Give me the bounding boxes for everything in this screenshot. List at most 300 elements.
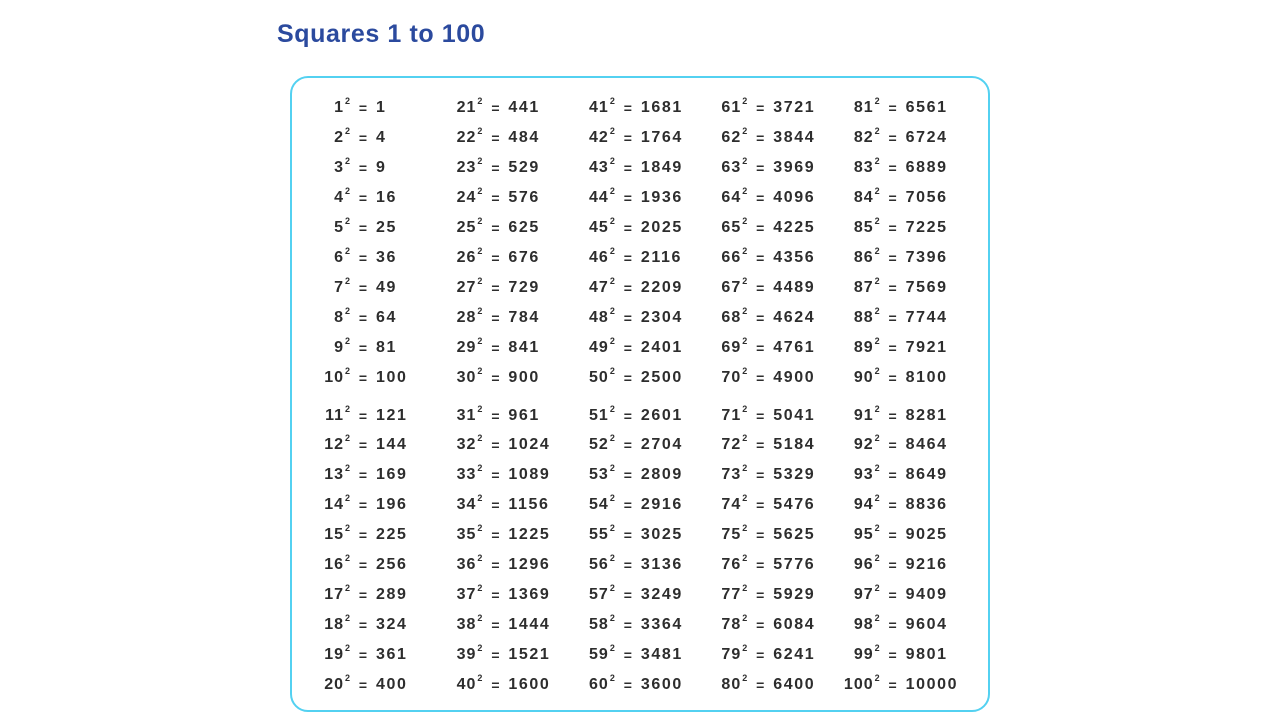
square-value: 256 bbox=[376, 556, 408, 574]
square-base-number: 77 bbox=[721, 586, 742, 604]
square-base-number: 46 bbox=[589, 248, 609, 266]
square-value: 1849 bbox=[640, 158, 683, 176]
square-value: 9604 bbox=[905, 616, 948, 634]
square-entry bbox=[575, 153, 707, 183]
square-exponent: 2 bbox=[345, 215, 351, 226]
equals-sign: = bbox=[358, 159, 368, 176]
square-value: 100 bbox=[376, 368, 408, 386]
equals-sign: = bbox=[888, 309, 897, 326]
square-base-number: 65 bbox=[721, 218, 742, 236]
square-base-number: 96 bbox=[853, 556, 874, 574]
square-base-number: 68 bbox=[721, 308, 742, 326]
square-entry bbox=[840, 153, 972, 183]
square-entry bbox=[707, 550, 839, 580]
square-base-number: 35 bbox=[456, 526, 477, 544]
equals-sign: = bbox=[888, 369, 897, 386]
square-value: 2116 bbox=[640, 248, 682, 266]
square-exponent: 2 bbox=[742, 463, 748, 474]
square-base-number: 75 bbox=[721, 526, 742, 544]
square-base-number: 93 bbox=[853, 466, 874, 484]
square-value: 1296 bbox=[508, 556, 551, 574]
square-value: 5625 bbox=[773, 526, 816, 544]
square-base-number: 84 bbox=[853, 188, 874, 206]
square-exponent: 2 bbox=[609, 613, 615, 624]
square-entry bbox=[707, 610, 839, 640]
square-exponent: 2 bbox=[609, 673, 615, 684]
square-base-number: 57 bbox=[589, 586, 609, 604]
square-entry bbox=[707, 363, 839, 393]
equals-sign: = bbox=[358, 557, 368, 574]
square-value: 676 bbox=[508, 248, 540, 266]
square-entry bbox=[840, 123, 972, 153]
square-exponent: 2 bbox=[609, 155, 615, 166]
square-exponent: 2 bbox=[345, 523, 351, 534]
square-exponent: 2 bbox=[345, 305, 351, 316]
square-entry bbox=[707, 490, 839, 520]
equals-sign: = bbox=[623, 467, 632, 484]
square-entry bbox=[442, 213, 574, 243]
equals-sign: = bbox=[358, 407, 368, 424]
square-value: 8100 bbox=[905, 368, 948, 386]
square-entry bbox=[442, 490, 574, 520]
equals-sign: = bbox=[756, 99, 765, 116]
square-exponent: 2 bbox=[477, 433, 483, 444]
square-exponent: 2 bbox=[477, 523, 483, 534]
equals-sign: = bbox=[491, 99, 500, 116]
square-base-number: 29 bbox=[456, 338, 477, 356]
square-exponent: 2 bbox=[874, 613, 880, 624]
square-base-number: 23 bbox=[456, 158, 477, 176]
equals-sign: = bbox=[623, 369, 632, 386]
square-entry bbox=[840, 550, 972, 580]
square-value: 400 bbox=[376, 676, 408, 694]
square-exponent: 2 bbox=[874, 403, 880, 414]
square-entry bbox=[310, 153, 442, 183]
square-exponent: 2 bbox=[609, 493, 615, 504]
equals-sign: = bbox=[756, 617, 765, 634]
equals-sign: = bbox=[756, 407, 765, 424]
equals-sign: = bbox=[623, 189, 632, 206]
square-value: 225 bbox=[376, 526, 408, 544]
square-exponent: 2 bbox=[874, 523, 880, 534]
square-base-number: 31 bbox=[456, 406, 477, 424]
square-entry bbox=[442, 401, 574, 431]
square-base-number: 4 bbox=[334, 188, 344, 206]
equals-sign: = bbox=[491, 129, 500, 146]
square-base-number: 19 bbox=[324, 646, 344, 664]
equals-sign: = bbox=[491, 339, 500, 356]
square-entry bbox=[840, 430, 972, 460]
square-exponent: 2 bbox=[874, 245, 880, 256]
square-value: 1156 bbox=[508, 496, 550, 514]
square-exponent: 2 bbox=[874, 215, 880, 226]
square-value: 2304 bbox=[640, 308, 683, 326]
square-exponent: 2 bbox=[874, 673, 880, 684]
square-value: 6889 bbox=[905, 158, 948, 176]
equals-sign: = bbox=[358, 677, 368, 694]
square-base-number: 22 bbox=[456, 128, 477, 146]
equals-sign: = bbox=[623, 249, 632, 266]
equals-sign: = bbox=[888, 437, 897, 454]
square-exponent: 2 bbox=[477, 403, 483, 414]
square-entry bbox=[840, 93, 972, 123]
square-value: 5776 bbox=[773, 556, 816, 574]
square-entry bbox=[840, 580, 972, 610]
square-entry bbox=[310, 610, 442, 640]
square-base-number: 37 bbox=[456, 586, 477, 604]
square-base-number: 39 bbox=[456, 646, 477, 664]
square-exponent: 2 bbox=[609, 335, 615, 346]
square-base-number: 49 bbox=[589, 338, 609, 356]
equals-sign: = bbox=[623, 129, 632, 146]
square-exponent: 2 bbox=[477, 643, 483, 654]
square-base-number: 13 bbox=[324, 466, 344, 484]
equals-sign: = bbox=[888, 159, 897, 176]
square-entry bbox=[310, 580, 442, 610]
square-value: 289 bbox=[376, 586, 408, 604]
square-entry bbox=[310, 213, 442, 243]
equals-sign: = bbox=[888, 339, 897, 356]
square-exponent: 2 bbox=[609, 403, 615, 414]
equals-sign: = bbox=[888, 647, 897, 664]
square-entry bbox=[575, 460, 707, 490]
square-entry bbox=[310, 640, 442, 670]
square-exponent: 2 bbox=[609, 245, 615, 256]
square-entry bbox=[442, 520, 574, 550]
square-entry bbox=[707, 580, 839, 610]
square-value: 2401 bbox=[640, 338, 683, 356]
equals-sign: = bbox=[623, 99, 632, 116]
square-exponent: 2 bbox=[345, 433, 351, 444]
square-base-number: 87 bbox=[853, 278, 874, 296]
equals-sign: = bbox=[888, 219, 897, 236]
square-entry bbox=[310, 460, 442, 490]
square-value: 9216 bbox=[905, 556, 948, 574]
square-exponent: 2 bbox=[742, 305, 748, 316]
square-value: 3025 bbox=[640, 526, 683, 544]
square-base-number: 62 bbox=[721, 128, 742, 146]
square-entry bbox=[310, 333, 442, 363]
square-exponent: 2 bbox=[874, 185, 880, 196]
page-title: Squares 1 to 100 bbox=[277, 20, 486, 48]
square-value: 6084 bbox=[773, 616, 816, 634]
square-exponent: 2 bbox=[742, 335, 748, 346]
square-value: 4624 bbox=[773, 308, 816, 326]
square-exponent: 2 bbox=[742, 365, 748, 376]
square-exponent: 2 bbox=[345, 245, 351, 256]
equals-sign: = bbox=[491, 189, 500, 206]
square-exponent: 2 bbox=[345, 403, 351, 414]
square-value: 1024 bbox=[508, 436, 551, 454]
square-value: 6400 bbox=[773, 676, 816, 694]
square-base-number: 78 bbox=[721, 616, 742, 634]
square-entry bbox=[575, 273, 707, 303]
square-exponent: 2 bbox=[477, 95, 483, 106]
square-exponent: 2 bbox=[477, 613, 483, 624]
square-value: 2500 bbox=[640, 368, 683, 386]
equals-sign: = bbox=[358, 437, 368, 454]
equals-sign: = bbox=[756, 467, 765, 484]
square-exponent: 2 bbox=[742, 433, 748, 444]
square-base-number: 97 bbox=[853, 586, 874, 604]
square-base-number: 6 bbox=[334, 248, 344, 266]
square-base-number: 69 bbox=[721, 338, 742, 356]
squares-column-5 bbox=[840, 93, 972, 700]
square-entry bbox=[707, 460, 839, 490]
equals-sign: = bbox=[756, 339, 765, 356]
squares-column-4 bbox=[707, 93, 839, 700]
square-entry bbox=[442, 580, 574, 610]
equals-sign: = bbox=[888, 557, 897, 574]
square-entry bbox=[442, 363, 574, 393]
square-exponent: 2 bbox=[345, 583, 351, 594]
equals-sign: = bbox=[888, 129, 897, 146]
equals-sign: = bbox=[358, 369, 368, 386]
equals-sign: = bbox=[888, 497, 897, 514]
square-base-number: 60 bbox=[589, 676, 609, 694]
square-value: 36 bbox=[376, 248, 398, 266]
square-base-number: 38 bbox=[456, 616, 477, 634]
equals-sign: = bbox=[888, 677, 897, 694]
square-exponent: 2 bbox=[477, 493, 483, 504]
equals-sign: = bbox=[623, 527, 632, 544]
square-value: 81 bbox=[376, 338, 398, 356]
square-base-number: 30 bbox=[456, 368, 477, 386]
square-value: 49 bbox=[376, 278, 398, 296]
square-entry bbox=[310, 243, 442, 273]
square-value: 1089 bbox=[508, 466, 551, 484]
square-entry bbox=[840, 333, 972, 363]
square-base-number: 67 bbox=[721, 278, 742, 296]
equals-sign: = bbox=[358, 279, 368, 296]
square-entry bbox=[310, 401, 442, 431]
square-value: 2704 bbox=[640, 436, 683, 454]
equals-sign: = bbox=[888, 99, 897, 116]
square-base-number: 98 bbox=[853, 616, 874, 634]
square-entry bbox=[840, 520, 972, 550]
square-value: 729 bbox=[508, 278, 540, 296]
equals-sign: = bbox=[358, 129, 368, 146]
square-value: 441 bbox=[508, 98, 540, 116]
square-value: 4489 bbox=[773, 278, 816, 296]
equals-sign: = bbox=[358, 497, 368, 514]
square-exponent: 2 bbox=[345, 95, 351, 106]
square-base-number: 11 bbox=[325, 406, 344, 424]
square-entry bbox=[575, 303, 707, 333]
square-entry bbox=[840, 490, 972, 520]
equals-sign: = bbox=[888, 279, 897, 296]
square-value: 2209 bbox=[640, 278, 683, 296]
square-value: 1936 bbox=[640, 188, 683, 206]
square-base-number: 72 bbox=[721, 436, 742, 454]
square-base-number: 82 bbox=[853, 128, 874, 146]
square-base-number: 14 bbox=[324, 496, 344, 514]
equals-sign: = bbox=[491, 527, 500, 544]
equals-sign: = bbox=[358, 587, 368, 604]
square-base-number: 18 bbox=[324, 616, 344, 634]
square-value: 7744 bbox=[905, 308, 948, 326]
equals-sign: = bbox=[756, 369, 765, 386]
square-base-number: 90 bbox=[853, 368, 874, 386]
square-value: 8649 bbox=[905, 466, 948, 484]
equals-sign: = bbox=[358, 527, 368, 544]
square-value: 3249 bbox=[640, 586, 683, 604]
square-base-number: 92 bbox=[853, 436, 874, 454]
square-base-number: 33 bbox=[456, 466, 477, 484]
square-value: 4 bbox=[376, 128, 387, 146]
square-entry bbox=[707, 520, 839, 550]
equals-sign: = bbox=[888, 249, 897, 266]
square-exponent: 2 bbox=[742, 245, 748, 256]
square-value: 7396 bbox=[905, 248, 948, 266]
square-exponent: 2 bbox=[477, 215, 483, 226]
square-exponent: 2 bbox=[477, 673, 483, 684]
square-exponent: 2 bbox=[874, 275, 880, 286]
square-exponent: 2 bbox=[345, 463, 351, 474]
equals-sign: = bbox=[756, 129, 765, 146]
square-value: 4096 bbox=[773, 188, 816, 206]
square-entry bbox=[707, 123, 839, 153]
square-value: 6561 bbox=[905, 98, 948, 116]
equals-sign: = bbox=[756, 279, 765, 296]
square-exponent: 2 bbox=[874, 493, 880, 504]
square-entry bbox=[575, 490, 707, 520]
square-value: 7921 bbox=[905, 338, 948, 356]
square-entry bbox=[707, 153, 839, 183]
equals-sign: = bbox=[756, 309, 765, 326]
square-exponent: 2 bbox=[742, 643, 748, 654]
square-base-number: 73 bbox=[721, 466, 742, 484]
equals-sign: = bbox=[491, 677, 500, 694]
square-exponent: 2 bbox=[345, 673, 351, 684]
equals-sign: = bbox=[756, 437, 765, 454]
equals-sign: = bbox=[756, 677, 765, 694]
square-value: 2025 bbox=[640, 218, 683, 236]
square-entry bbox=[442, 303, 574, 333]
square-base-number: 25 bbox=[456, 218, 477, 236]
square-value: 784 bbox=[508, 308, 540, 326]
square-exponent: 2 bbox=[874, 643, 880, 654]
square-value: 1681 bbox=[640, 98, 683, 116]
square-entry bbox=[707, 243, 839, 273]
square-value: 64 bbox=[376, 308, 398, 326]
square-base-number: 21 bbox=[456, 98, 477, 116]
square-exponent: 2 bbox=[477, 583, 483, 594]
square-entry bbox=[442, 93, 574, 123]
square-entry bbox=[442, 670, 574, 700]
square-base-number: 43 bbox=[589, 158, 609, 176]
square-value: 2601 bbox=[640, 406, 683, 424]
equals-sign: = bbox=[623, 677, 632, 694]
square-value: 5041 bbox=[773, 406, 816, 424]
square-value: 1369 bbox=[508, 586, 551, 604]
square-value: 144 bbox=[376, 436, 408, 454]
square-entry bbox=[310, 490, 442, 520]
square-entry bbox=[575, 520, 707, 550]
square-base-number: 86 bbox=[853, 248, 874, 266]
square-value: 1444 bbox=[508, 616, 551, 634]
square-base-number: 80 bbox=[721, 676, 742, 694]
square-entry bbox=[575, 670, 707, 700]
square-exponent: 2 bbox=[609, 365, 615, 376]
square-entry bbox=[707, 430, 839, 460]
square-entry bbox=[840, 183, 972, 213]
equals-sign: = bbox=[491, 437, 500, 454]
square-base-number: 7 bbox=[334, 278, 344, 296]
equals-sign: = bbox=[491, 249, 500, 266]
square-entry bbox=[310, 123, 442, 153]
equals-sign: = bbox=[358, 647, 368, 664]
square-exponent: 2 bbox=[609, 275, 615, 286]
square-base-number: 91 bbox=[853, 406, 874, 424]
square-value: 900 bbox=[508, 368, 540, 386]
square-base-number: 32 bbox=[456, 436, 477, 454]
square-value: 7569 bbox=[905, 278, 948, 296]
equals-sign: = bbox=[358, 467, 368, 484]
equals-sign: = bbox=[623, 647, 632, 664]
square-exponent: 2 bbox=[477, 463, 483, 474]
square-base-number: 99 bbox=[853, 646, 874, 664]
equals-sign: = bbox=[756, 159, 765, 176]
square-entry bbox=[442, 183, 574, 213]
square-entry bbox=[707, 333, 839, 363]
square-value: 9409 bbox=[905, 586, 948, 604]
square-base-number: 74 bbox=[721, 496, 742, 514]
square-base-number: 76 bbox=[721, 556, 742, 574]
square-exponent: 2 bbox=[609, 583, 615, 594]
equals-sign: = bbox=[491, 159, 500, 176]
square-entry bbox=[575, 580, 707, 610]
square-entry bbox=[840, 363, 972, 393]
square-entry bbox=[575, 640, 707, 670]
square-base-number: 24 bbox=[456, 188, 477, 206]
equals-sign: = bbox=[623, 587, 632, 604]
square-value: 3721 bbox=[773, 98, 816, 116]
equals-sign: = bbox=[623, 617, 632, 634]
equals-sign: = bbox=[358, 339, 368, 356]
square-base-number: 63 bbox=[721, 158, 742, 176]
square-value: 2809 bbox=[640, 466, 683, 484]
equals-sign: = bbox=[623, 557, 632, 574]
square-base-number: 40 bbox=[456, 676, 477, 694]
square-value: 5184 bbox=[773, 436, 816, 454]
square-exponent: 2 bbox=[345, 335, 351, 346]
square-value: 9801 bbox=[905, 646, 948, 664]
square-exponent: 2 bbox=[477, 245, 483, 256]
square-base-number: 66 bbox=[721, 248, 742, 266]
square-exponent: 2 bbox=[477, 365, 483, 376]
square-exponent: 2 bbox=[742, 523, 748, 534]
square-entry bbox=[310, 520, 442, 550]
square-exponent: 2 bbox=[742, 673, 748, 684]
square-exponent: 2 bbox=[874, 155, 880, 166]
square-value: 5476 bbox=[773, 496, 816, 514]
square-value: 8464 bbox=[905, 436, 948, 454]
square-value: 5329 bbox=[773, 466, 816, 484]
square-exponent: 2 bbox=[609, 215, 615, 226]
square-entry bbox=[310, 670, 442, 700]
square-base-number: 89 bbox=[853, 338, 874, 356]
square-exponent: 2 bbox=[477, 155, 483, 166]
square-base-number: 85 bbox=[853, 218, 874, 236]
equals-sign: = bbox=[623, 219, 632, 236]
square-exponent: 2 bbox=[345, 553, 351, 564]
square-value: 1764 bbox=[640, 128, 683, 146]
square-base-number: 52 bbox=[589, 436, 609, 454]
square-entry bbox=[310, 273, 442, 303]
square-exponent: 2 bbox=[609, 463, 615, 474]
square-exponent: 2 bbox=[609, 305, 615, 316]
